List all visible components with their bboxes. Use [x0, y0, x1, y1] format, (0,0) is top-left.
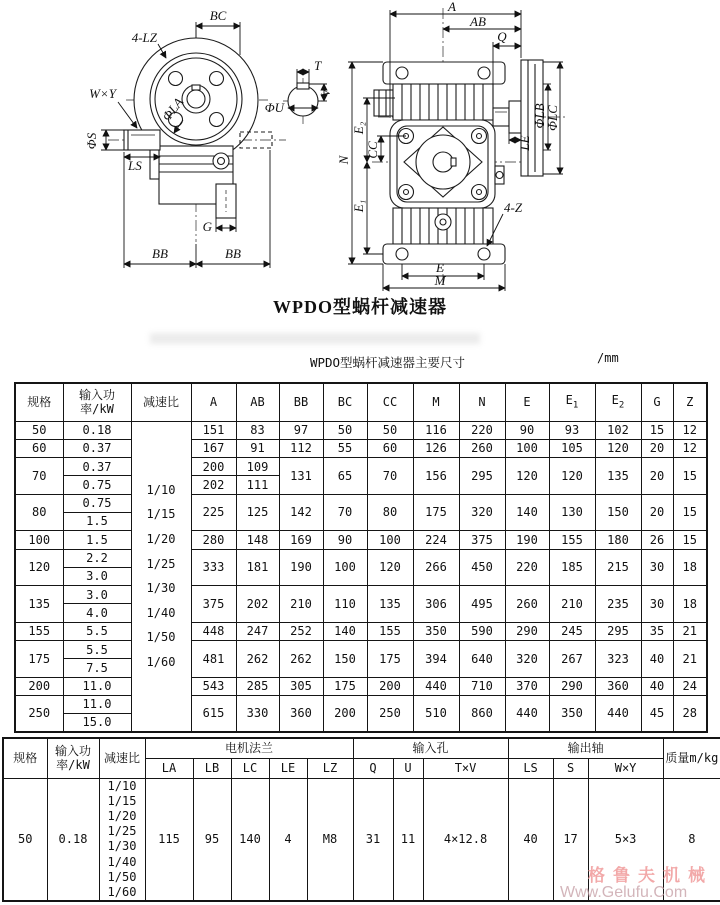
cell: 151: [191, 421, 236, 439]
cell: 18: [673, 586, 707, 623]
cell: 250: [367, 695, 413, 732]
dim-label-le: LE: [517, 135, 532, 151]
cell: 3.0: [63, 586, 131, 604]
cell: 175: [15, 641, 63, 678]
cell: 135: [595, 458, 641, 495]
header-cell: 电机法兰: [145, 738, 353, 758]
cell: 15.0: [63, 714, 131, 732]
cell: 360: [595, 677, 641, 695]
cell: 100: [323, 549, 367, 586]
dim-label-bb-left: BB: [152, 246, 168, 261]
cell: 375: [459, 531, 505, 549]
cell: 130: [549, 494, 595, 531]
cell: 448: [191, 622, 236, 640]
cell: 224: [413, 531, 459, 549]
header-cell: A: [191, 383, 236, 421]
dim-label-e2: E₂: [351, 121, 366, 135]
dim-label-phi-u: ΦU: [264, 100, 284, 115]
cell: 1.5: [63, 512, 131, 530]
cell: 100: [15, 531, 63, 549]
cell: 15: [673, 458, 707, 495]
cell: 45: [641, 695, 673, 732]
cell: 360: [279, 695, 323, 732]
cell: 80: [15, 494, 63, 531]
cell: 120: [367, 549, 413, 586]
cell: 95: [193, 778, 231, 901]
cell: 190: [279, 549, 323, 586]
cell: 105: [549, 439, 595, 457]
cell: 181: [236, 549, 279, 586]
cell: 70: [15, 458, 63, 495]
cell: 175: [413, 494, 459, 531]
cell: 40: [508, 778, 553, 901]
cell: 28: [673, 695, 707, 732]
cell: 306: [413, 586, 459, 623]
header-cell: CC: [367, 383, 413, 421]
cell: 50: [367, 421, 413, 439]
cell: 481: [191, 641, 236, 678]
cell: 30: [641, 549, 673, 586]
cell: 250: [15, 695, 63, 732]
cell: 860: [459, 695, 505, 732]
cell: 710: [459, 677, 505, 695]
cell: 35: [641, 622, 673, 640]
cell: 202: [191, 476, 236, 494]
cell: 0.75: [63, 476, 131, 494]
cell: 215: [595, 549, 641, 586]
header-cell: 规格: [15, 383, 63, 421]
header-cell: BC: [323, 383, 367, 421]
cell: 295: [459, 458, 505, 495]
header-cell: Q: [353, 758, 393, 778]
dim-label-cc: CC: [365, 141, 380, 159]
cell: 148: [236, 531, 279, 549]
cell: 8: [663, 778, 720, 901]
cell: 260: [505, 586, 549, 623]
cell: 102: [595, 421, 641, 439]
cell: 245: [549, 622, 595, 640]
cell: 220: [459, 421, 505, 439]
cell: 350: [549, 695, 595, 732]
cell: 70: [367, 458, 413, 495]
header-cell: LE: [269, 758, 307, 778]
dim-label-bb-right: BB: [225, 246, 241, 261]
cell: 3.0: [63, 567, 131, 585]
cell: 247: [236, 622, 279, 640]
cell: 330: [236, 695, 279, 732]
header-cell: LB: [193, 758, 231, 778]
data-table: [14, 382, 708, 733]
cell: 11: [393, 778, 423, 901]
cell: 116: [413, 421, 459, 439]
shaft-detail-drawing: [265, 58, 333, 124]
cell: 1.5: [63, 531, 131, 549]
cell: 156: [413, 458, 459, 495]
dim-label-g: G: [202, 219, 212, 234]
cell: 30: [641, 586, 673, 623]
cell: 260: [459, 439, 505, 457]
cell: 83: [236, 421, 279, 439]
header-cell: 质量m/kg: [663, 738, 720, 778]
cell: 111: [236, 476, 279, 494]
cell: 50: [323, 421, 367, 439]
header-cell: 输出轴: [508, 738, 663, 758]
cell: 15: [673, 531, 707, 549]
cell: 440: [413, 677, 459, 695]
cell: 125: [236, 494, 279, 531]
cell: 140: [323, 622, 367, 640]
header-cell: E: [505, 383, 549, 421]
dim-label-q: Q: [497, 29, 507, 44]
header-cell: LC: [231, 758, 269, 778]
cell: 20: [641, 494, 673, 531]
cell: 202: [236, 586, 279, 623]
cell: 60: [367, 439, 413, 457]
header-cell: U: [393, 758, 423, 778]
cell: 21: [673, 622, 707, 640]
cell: 175: [323, 677, 367, 695]
dim-label-ls: LS: [128, 158, 142, 173]
cell: 5.5: [63, 641, 131, 659]
header-cell: 输入孔: [353, 738, 508, 758]
cell: 80: [367, 494, 413, 531]
header-cell: S: [553, 758, 588, 778]
cell: 0.37: [63, 439, 131, 457]
header-cell: G: [641, 383, 673, 421]
cell: 18: [673, 549, 707, 586]
cell: 200: [367, 677, 413, 695]
cell: 495: [459, 586, 505, 623]
cell: 24: [673, 677, 707, 695]
cell: 150: [595, 494, 641, 531]
cell: 7.5: [63, 659, 131, 677]
cell: 155: [15, 622, 63, 640]
dim-label-phi-s: ΦS: [84, 132, 99, 150]
cell: 440: [505, 695, 549, 732]
cell: 320: [505, 641, 549, 678]
cell: 20: [641, 439, 673, 457]
cell: 225: [191, 494, 236, 531]
cell: 0.75: [63, 494, 131, 512]
dim-label-phi-la: ΦLA: [158, 94, 187, 124]
cell: 109: [236, 458, 279, 476]
cell: 155: [367, 622, 413, 640]
cell: 290: [549, 677, 595, 695]
cell: 262: [279, 641, 323, 678]
header-cell: 输入功 率/kW: [63, 383, 131, 421]
cell: 0.37: [63, 458, 131, 476]
dim-label-4z: 4-Z: [504, 200, 523, 215]
header-cell: BB: [279, 383, 323, 421]
cell: 640: [459, 641, 505, 678]
cell: 450: [459, 549, 505, 586]
cell: 70: [323, 494, 367, 531]
cell: 290: [505, 622, 549, 640]
front-view-drawing: [336, 0, 568, 291]
cell: 90: [323, 531, 367, 549]
cell: 0.18: [47, 778, 99, 901]
dim-label-v: V: [318, 89, 333, 97]
cell: 200: [323, 695, 367, 732]
cell: 50: [3, 778, 47, 901]
cell: 615: [191, 695, 236, 732]
unit-label: /mm: [597, 351, 619, 365]
cell: 320: [459, 494, 505, 531]
cell: 135: [15, 586, 63, 623]
cell: 266: [413, 549, 459, 586]
dim-label-ab: AB: [470, 14, 486, 29]
watermark-url: Www.Gelufu.Com: [560, 884, 688, 901]
cell: 100: [505, 439, 549, 457]
cell: 12: [673, 439, 707, 457]
cell: 210: [549, 586, 595, 623]
cell: 26: [641, 531, 673, 549]
cell: 190: [505, 531, 549, 549]
cell: 169: [279, 531, 323, 549]
cell: 210: [279, 586, 323, 623]
cell: 120: [549, 458, 595, 495]
table-caption: WPDO型蜗杆减速器主要尺寸: [309, 355, 466, 370]
cell: 40: [641, 641, 673, 678]
cell: 510: [413, 695, 459, 732]
cell: 112: [279, 439, 323, 457]
technical-drawings: [0, 0, 720, 292]
header-cell: 减速比: [131, 383, 191, 421]
dim-label-wxy: W×Y: [89, 86, 116, 101]
cell: 15: [673, 494, 707, 531]
header-cell: 规格: [3, 738, 47, 778]
cell: 200: [15, 677, 63, 695]
cell: 220: [505, 549, 549, 586]
header-cell: Z: [673, 383, 707, 421]
cell: 1/10 1/15 1/20 1/25 1/30 1/40 1/50 1/60: [131, 421, 191, 732]
cell: 91: [236, 439, 279, 457]
watermark-brand: 格鲁夫机械: [588, 866, 713, 885]
cell: 175: [367, 641, 413, 678]
dim-label-n: N: [336, 155, 351, 165]
cell: 110: [323, 586, 367, 623]
dim-label-e1: E₁: [351, 199, 366, 213]
cell: 55: [323, 439, 367, 457]
cell: 93: [549, 421, 595, 439]
header-cell: 输入功 率/kW: [47, 738, 99, 778]
header-cell: LZ: [307, 758, 353, 778]
header-cell: W×Y: [588, 758, 663, 778]
cell: 1/10 1/15 1/20 1/25 1/30 1/40 1/50 1/60: [99, 778, 145, 901]
cell: 142: [279, 494, 323, 531]
header-cell: $E_2$: [595, 383, 641, 421]
cell: 120: [15, 549, 63, 586]
cell: 17: [553, 778, 588, 901]
cell: M8: [307, 778, 353, 901]
cell: 97: [279, 421, 323, 439]
cell: 65: [323, 458, 367, 495]
cell: 135: [367, 586, 413, 623]
cell: 15: [641, 421, 673, 439]
cell: 295: [595, 622, 641, 640]
header-cell: 减速比: [99, 738, 145, 778]
dim-label-bc: BC: [209, 8, 227, 23]
cell: 252: [279, 622, 323, 640]
cell: 126: [413, 439, 459, 457]
cell: 11.0: [63, 695, 131, 713]
dim-label-phi-lb: ΦLB: [532, 103, 547, 129]
cell: 120: [505, 458, 549, 495]
cell: 280: [191, 531, 236, 549]
cell: 200: [191, 458, 236, 476]
page-title: WPDO型蜗杆减速器: [273, 297, 447, 317]
cell: 140: [231, 778, 269, 901]
cell: 350: [413, 622, 459, 640]
cell: 235: [595, 586, 641, 623]
cell: 333: [191, 549, 236, 586]
cell: 155: [549, 531, 595, 549]
cell: 590: [459, 622, 505, 640]
cell: 305: [279, 677, 323, 695]
cell: 50: [15, 421, 63, 439]
cell: 60: [15, 439, 63, 457]
cell: 12: [673, 421, 707, 439]
main-dimension-table: [14, 382, 708, 733]
cell: 120: [595, 439, 641, 457]
header-cell: T×V: [423, 758, 508, 778]
dim-label-e: E: [436, 260, 444, 275]
cell: 185: [549, 549, 595, 586]
cell: 0.18: [63, 421, 131, 439]
cell: 20: [641, 458, 673, 495]
cell: 180: [595, 531, 641, 549]
header-cell: AB: [236, 383, 279, 421]
cell: 167: [191, 439, 236, 457]
cell: 375: [191, 586, 236, 623]
side-view-drawing: [84, 8, 286, 268]
cell: 140: [505, 494, 549, 531]
cell: 285: [236, 677, 279, 695]
dim-label-a: A: [448, 0, 456, 14]
header-cell: N: [459, 383, 505, 421]
cell: 40: [641, 677, 673, 695]
cell: 267: [549, 641, 595, 678]
header-cell: LA: [145, 758, 193, 778]
cell: 11.0: [63, 677, 131, 695]
cell: 115: [145, 778, 193, 901]
cell: 31: [353, 778, 393, 901]
cell: 5.5: [63, 622, 131, 640]
faint-watermark: [150, 333, 480, 344]
dim-label-4lz: 4-LZ: [131, 30, 157, 45]
dim-label-phi-lc: ΦLC: [545, 105, 560, 131]
cell: 370: [505, 677, 549, 695]
cell: 543: [191, 677, 236, 695]
cell: 90: [505, 421, 549, 439]
header-cell: M: [413, 383, 459, 421]
cell: 21: [673, 641, 707, 678]
cell: 4.0: [63, 604, 131, 622]
cell: 394: [413, 641, 459, 678]
header-cell: LS: [508, 758, 553, 778]
dim-label-t: T: [314, 58, 322, 73]
cell: 262: [236, 641, 279, 678]
cell: 5×3: [588, 778, 663, 901]
cell: 100: [367, 531, 413, 549]
header-cell: $E_1$: [549, 383, 595, 421]
cell: 440: [595, 695, 641, 732]
cell: 323: [595, 641, 641, 678]
cell: 150: [323, 641, 367, 678]
cell: 131: [279, 458, 323, 495]
cell: 2.2: [63, 549, 131, 567]
dim-label-m: M: [434, 273, 446, 288]
cell: 4×12.8: [423, 778, 508, 901]
cell: 4: [269, 778, 307, 901]
